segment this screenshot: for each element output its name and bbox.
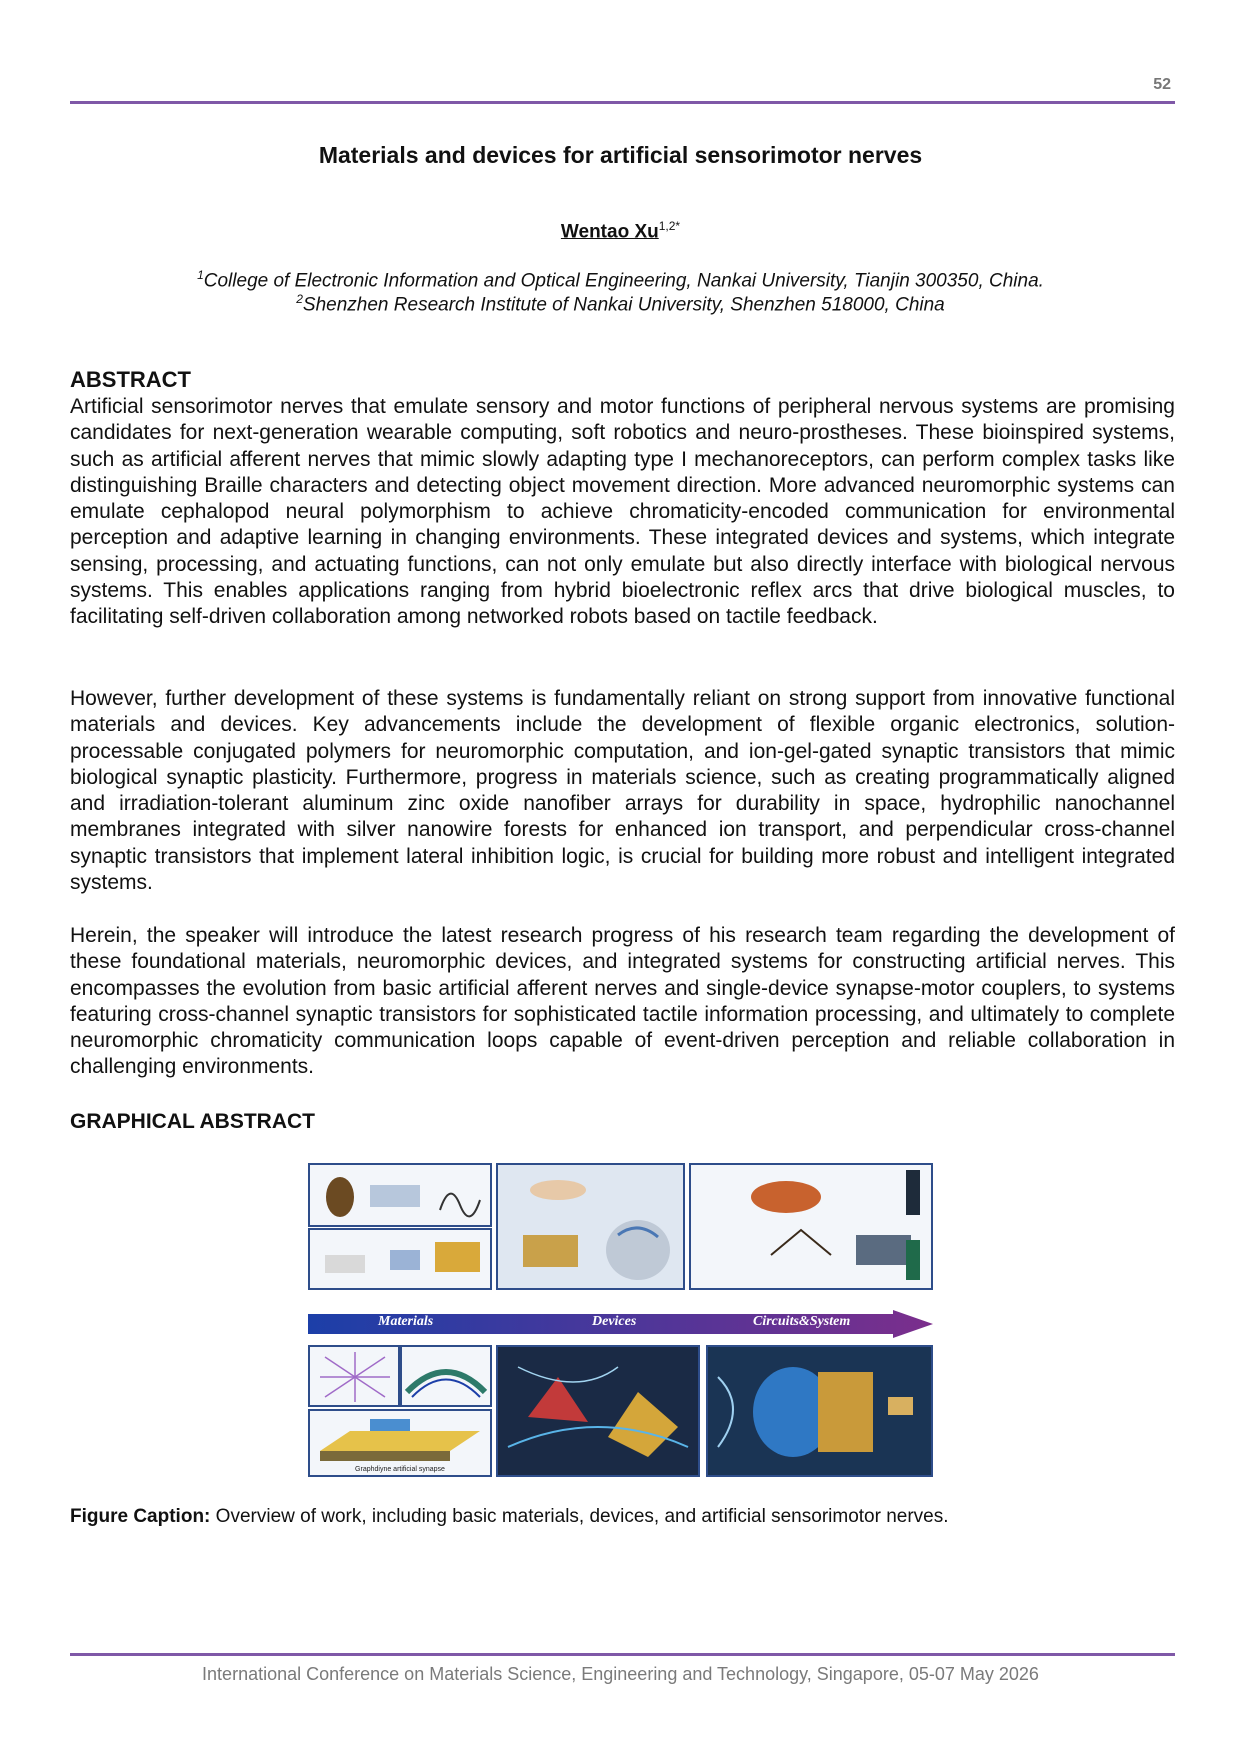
arrow-label-circuits: Circuits&System — [753, 1314, 851, 1329]
affiliation-2 — [0, 292, 1241, 316]
header-rule — [70, 101, 1175, 104]
brain-neuron-illustration — [498, 1165, 683, 1288]
graphical-abstract-heading: GRAPHICAL ABSTRACT — [70, 1110, 315, 1133]
footer-rule — [70, 1653, 1175, 1656]
affiliation-1-sup: 1 — [197, 268, 204, 282]
author-line — [0, 219, 1241, 243]
figure-panel-top-left-upper — [308, 1163, 492, 1227]
figure-panel-top-center — [496, 1163, 685, 1290]
figure-caption-text: Overview of work, including basic materials, devices, and artificial sensorimotor nerves. — [210, 1506, 949, 1527]
figure-panel-bottom-left-lower — [308, 1409, 492, 1477]
affiliation-1-text: College of Electronic Information and Optical Engineering, Nankai University, Tianjin 300350, China. — [203, 270, 1044, 292]
page-number: 52 — [1153, 76, 1171, 93]
graphdiyne-label: Graphdiyne artificial synapse — [355, 1466, 445, 1473]
figure-panel-bottom-left-upper-2 — [400, 1345, 492, 1407]
abstract-heading: ABSTRACT — [70, 367, 191, 392]
arrow-label-materials: Materials — [378, 1314, 434, 1329]
affiliation-2-sup: 2 — [296, 292, 303, 306]
figure-panel-top-left-lower — [308, 1228, 492, 1290]
paper-title: Materials and devices for artificial sensorimotor nerves — [318, 142, 923, 168]
author-name: Wentao Xu — [560, 221, 659, 243]
figure-panel-top-right — [689, 1163, 933, 1290]
affiliation-2-text: Shenzhen Research Institute of Nankai University, Shenzhen 518000, China — [302, 294, 945, 316]
arrow-label-devices: Devices — [592, 1314, 637, 1329]
insect-sensor-illustration — [310, 1165, 490, 1225]
circuit-sensor-illustration — [310, 1230, 490, 1288]
abstract-paragraph-2: However, further development of these systems is fundamentally reliant on strong support from innovative functional materials and devices. Key advancements include the development of flexible organic electronics, solution-processable conjugated polymers for neuromorphic computation, and ion-gel-gated synaptic transistors that mimic biological synaptic plasticity. Furthermore, progress in materials science, such as creating programmatically aligned and irradiation-tolerant aluminum zinc oxide nanofiber arrays for durability in space, hydrophilic nanochannel membranes integrated with silver nanowire forests for enhanced ion transport, and perpendicular cross-channel synaptic transistors that implement lateral inhibition logic, is crucial for building more robust and intelligent integrated systems. — [70, 687, 1175, 895]
cephalopod-system-illustration — [691, 1165, 931, 1288]
abstract-paragraph-3: Herein, the speaker will introduce the latest research progress of his research team regarding the development of these foundational materials, neuromorphic devices, and integrated systems for constructing artificial nerves. This encompasses the evolution from basic artificial afferent nerves and single-device synapse-motor couplers, to systems featuring cross-channel synaptic transistors for sophisticated tactile information processing, and ultimately to complete neuromorphic chromaticity communication loops capable of event-driven perception and reliable collaboration in challenging environments. — [70, 924, 1175, 1079]
figure-panel-bottom-left-upper — [308, 1345, 400, 1407]
abstract-paragraph-1: Artificial sensorimotor nerves that emulate sensory and motor functions of peripheral nervous systems are promising candidates for next-generation wearable computing, soft robotics and neuro-prostheses. These bioinspired systems, such as artificial afferent nerves that mimic slowly adapting type I mechanoreceptors, can perform complex tasks like distinguishing Braille characters and detecting object movement direction. More advanced neuromorphic systems can emulate cephalopod neural polymorphism to achieve chromaticity-encoded communication for environmental perception and adaptive learning in changing environments. These integrated devices and systems, which integrate sensing, processing, and actuating functions, can not only emulate but also directly interface with biological nervous systems. This enables applications ranging from hybrid bioelectronic reflex arcs that drive biological muscles, to facilitating self-driven collaboration among networked robots based on tactile feedback. — [70, 395, 1175, 629]
author-superscript: 1,2* — [658, 219, 681, 233]
figure-caption — [70, 1506, 949, 1528]
figure-panel-bottom-center — [496, 1345, 700, 1477]
mesh-structure-illustration — [402, 1347, 490, 1405]
brain-circuit-illustration — [708, 1347, 931, 1475]
figure-caption-label: Figure Caption: — [70, 1506, 211, 1527]
affiliation-1 — [0, 268, 1241, 292]
figure-panel-bottom-right — [706, 1345, 933, 1477]
conference-footer: International Conference on Materials Science, Engineering and Technology, Singapore, 05-07 May 2026 — [202, 1664, 1039, 1684]
graphical-abstract-figure — [308, 1163, 933, 1476]
synaptic-device-illustration — [498, 1347, 698, 1475]
crystal-lattice-illustration — [310, 1347, 398, 1405]
